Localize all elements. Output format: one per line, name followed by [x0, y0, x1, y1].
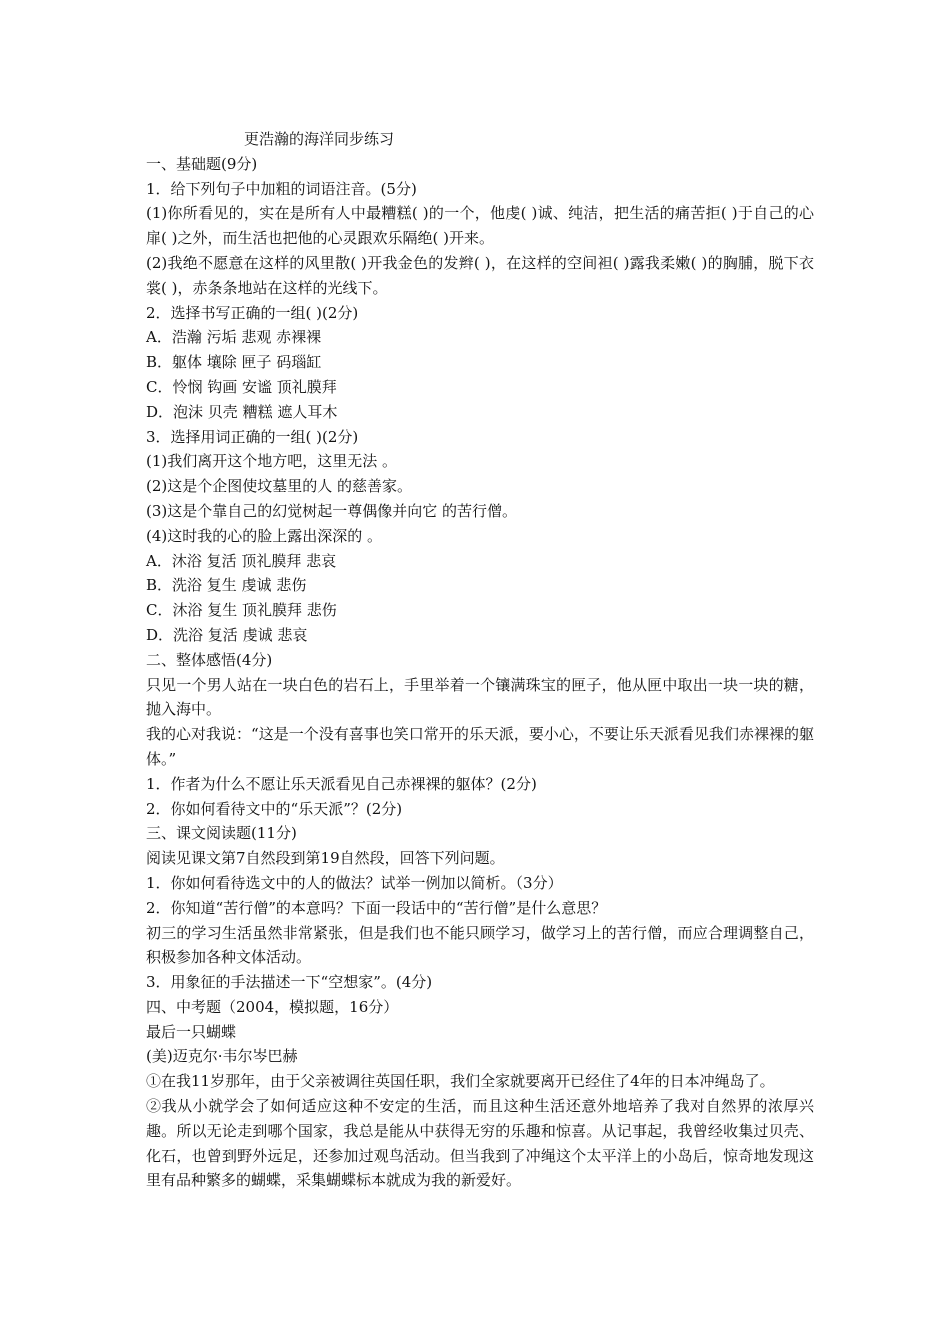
document-lines: [146, 152, 814, 1193]
text-line: 1．给下列句子中加粗的词语注音。(5分): [146, 179, 417, 198]
text-line: 三、课文阅读题(11分): [146, 824, 297, 843]
text-line: ②我从小就学会了如何适应这种不安定的生活，而且这种生活还意外地培养了我对自然界的浓厚兴趣。所以无论走到哪个国家，我总是能从中获得无穷的乐趣和惊喜。从记事起，我曾经收集过贝壳、化石，也曾到野外远足，还参加过观鸟活动。但当我到了冲绳这个太平洋上的小岛后，惊奇地发现这里有品种繁多的蝴蝶，采集蝴蝶标本就成为我的新爱好。: [146, 1097, 814, 1190]
text-line: 1．作者为什么不愿让乐天派看见自己赤裸裸的躯体？(2分): [146, 774, 537, 793]
text-line: D．洗浴 复活 虔诚 悲哀: [146, 625, 308, 644]
text-line: C．怜悯 钩画 安谧 顶礼膜拜: [146, 377, 337, 396]
text-line: 四、中考题（2004，模拟题，16分）: [146, 997, 399, 1016]
text-line: C．沐浴 复生 顶礼膜拜 悲伤: [146, 601, 337, 620]
text-line: (2)我绝不愿意在这样的风里散( )开我金色的发辫( )，在这样的空间袒( )露我柔嫩( )的胸脯，脱下衣裳( )，赤条条地站在这样的光线下。: [146, 253, 814, 297]
text-line: 二、整体感悟(4分): [146, 650, 273, 669]
text-line: (3)这是个靠自己的幻觉树起一尊偶像并向它 的苦行僧。: [146, 501, 518, 520]
text-line: A．沐浴 复活 顶礼膜拜 悲哀: [146, 551, 337, 570]
text-line: D．泡沫 贝壳 糟糕 遮人耳木: [146, 402, 338, 421]
text-line: 最后一只蝴蝶: [146, 1022, 237, 1041]
text-line: 2．你如何看待文中的“乐天派”？(2分): [146, 799, 403, 818]
text-line: 只见一个男人站在一块白色的岩石上，手里举着一个镶满珠宝的匣子，他从匣中取出一块一块的糖，抛入海中。: [146, 675, 814, 719]
text-line: (1)我们离开这个地方吧，这里无法 。: [146, 452, 398, 471]
document-title: 更浩瀚的海洋同步练习: [244, 130, 395, 148]
text-line: A．浩瀚 污垢 悲观 赤裸裸: [146, 328, 322, 347]
text-line: 阅读见课文第7自然段到第19自然段，回答下列问题。: [146, 849, 505, 868]
text-line: 我的心对我说：“这是一个没有喜事也笑口常开的乐天派，要小心，不要让乐天派看见我们赤裸裸的躯体。”: [146, 725, 814, 768]
text-line: 一、基础题(9分): [146, 154, 258, 173]
text-line: (2)这是个企图使坟墓里的人 的慈善家。: [146, 477, 413, 496]
document-body: [146, 127, 814, 1193]
text-line: B．洗浴 复生 虔诚 悲伤: [146, 576, 307, 595]
text-line: 3．用象征的手法描述一下“空想家”。(4分): [146, 973, 433, 992]
text-line: 3．选择用词正确的一组( )(2分): [146, 427, 359, 446]
text-line: (美)迈克尔·韦尔岑巴赫: [146, 1047, 298, 1066]
text-line: B．躯体 壤除 匣子 码瑙缸: [146, 353, 322, 372]
text-line: 初三的学习生活虽然非常紧张，但是我们也不能只顾学习，做学习上的苦行僧，而应合理调整自己，积极参加各种文体活动。: [146, 923, 814, 967]
text-line: (1)你所看见的，实在是所有人中最糟糕( )的一个，他虔( )诚、纯洁，把生活的痛苦拒( )于自己的心扉( )之外，而生活也把他的心灵跟欢乐隔绝( )开来。: [146, 204, 814, 248]
text-line: (4)这时我的心的脸上露出深深的 。: [146, 526, 383, 545]
text-line: 2．你知道“苦行僧”的本意吗？下面一段话中的“苦行僧”是什么意思？: [146, 898, 607, 917]
text-line: 2．选择书写正确的一组( )(2分): [146, 303, 359, 322]
text-line: 1．你如何看待选文中的人的做法？试举一例加以简析。（3分）: [146, 873, 563, 892]
text-line: ①在我11岁那年，由于父亲被调往英国任职，我们全家就要离开已经住了4年的日本冲绳岛了。: [146, 1072, 775, 1091]
